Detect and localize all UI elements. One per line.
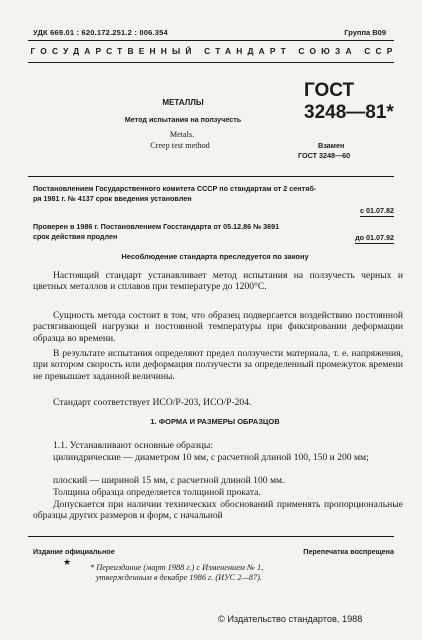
flat-specimen: плоский — шириной 15 мм, с расчетной длиной 100 мм. bbox=[53, 475, 285, 486]
thickness-note: Толщина образца определяется толщиной проката. bbox=[53, 487, 261, 498]
reprint-prohibited-label: Перепечатка воспрещена bbox=[303, 547, 394, 556]
replaces-label: Взамен bbox=[318, 141, 345, 150]
english-subtitle: Creep test method bbox=[150, 141, 210, 150]
replaces-value: ГОСТ 3248—60 bbox=[298, 151, 351, 160]
allowance-paragraph: Допускается при наличии технических обоснований применять пропорциональные образцы других размеров и форм, с начальной bbox=[33, 499, 403, 522]
intro-paragraph: Настоящий стандарт устанавливает метод испытания на ползучесть черных и цветных металлов и сплавов при температуре до 1200°С. bbox=[33, 270, 403, 293]
official-edition-label: Издание официальное bbox=[33, 547, 115, 556]
verification-line-1: Проверен в 1986 г. Постановлением Госстандарта от 05.12.86 № 3691 bbox=[33, 222, 280, 231]
group-code: Группа В09 bbox=[344, 28, 386, 37]
decree-line-2: ря 1981 г. № 4137 срок введения установлен bbox=[33, 194, 192, 203]
gost-number: 3248—81* bbox=[304, 102, 394, 123]
reissue-note-line-1: * Переиздание (март 1988 г.) с Изменением № 1, bbox=[90, 563, 264, 572]
udk-code: УДК 669.01 : 620.172.251.2 : 006.354 bbox=[33, 28, 168, 37]
star-icon: ★ bbox=[63, 557, 72, 567]
result-paragraph: В результате испытания определяют предел ползучести материала, т. е. напряжения, при котором скорость или деформация ползучести за определенный промежуток времени не превышает заданной величины. bbox=[33, 348, 403, 382]
section-item-1-1: 1.1. Устанавливают основные образцы: bbox=[53, 440, 214, 451]
state-standard-heading: ГОСУДАРСТВЕННЫЙ СТАНДАРТ СОЮЗА ССР bbox=[30, 46, 398, 56]
reissue-note bbox=[90, 563, 390, 582]
effective-date: с 01.07.82 bbox=[360, 206, 394, 215]
cylindrical-specimens: цилиндрические — диаметром 10 мм, с расчетной длиной 100, 150 и 200 мм; bbox=[53, 452, 369, 463]
reissue-note-line-2: утвержденным в декабре 1986 г. (ИУС 2—87). bbox=[96, 572, 262, 582]
section-heading: 1. ФОРМА И РАЗМЕРЫ ОБРАЗЦОВ bbox=[150, 417, 280, 426]
top-rule bbox=[28, 40, 394, 41]
decree-rule bbox=[28, 176, 394, 177]
method-paragraph: Сущность метода состоит в том, что образец подвергается воздействию постоянной растягивающей нагрузки и постоянной температуры при фиксировании деформации образца во времени. bbox=[33, 310, 403, 344]
document-subtitle: Метод испытания на ползучесть bbox=[124, 115, 242, 124]
document-title: МЕТАЛЛЫ bbox=[162, 98, 204, 107]
header-rule bbox=[28, 62, 394, 63]
iso-paragraph: Стандарт соответствует ИСО/Р-203, ИСО/Р-204. bbox=[53, 397, 252, 408]
gost-label: ГОСТ bbox=[304, 80, 355, 101]
copyright: © Издательство стандартов, 1988 bbox=[218, 614, 363, 624]
footer-rule bbox=[28, 536, 394, 537]
english-title: Metals. bbox=[169, 130, 195, 139]
extended-date: до 01.07.92 bbox=[355, 233, 394, 242]
legal-notice: Несоблюдение стандарта преследуется по закону bbox=[121, 252, 309, 261]
verification-line-2: срок действия продлен bbox=[33, 232, 118, 241]
decree-line-1: Постановлением Государственного комитета СССР по стандартам от 2 сентяб- bbox=[33, 184, 317, 193]
